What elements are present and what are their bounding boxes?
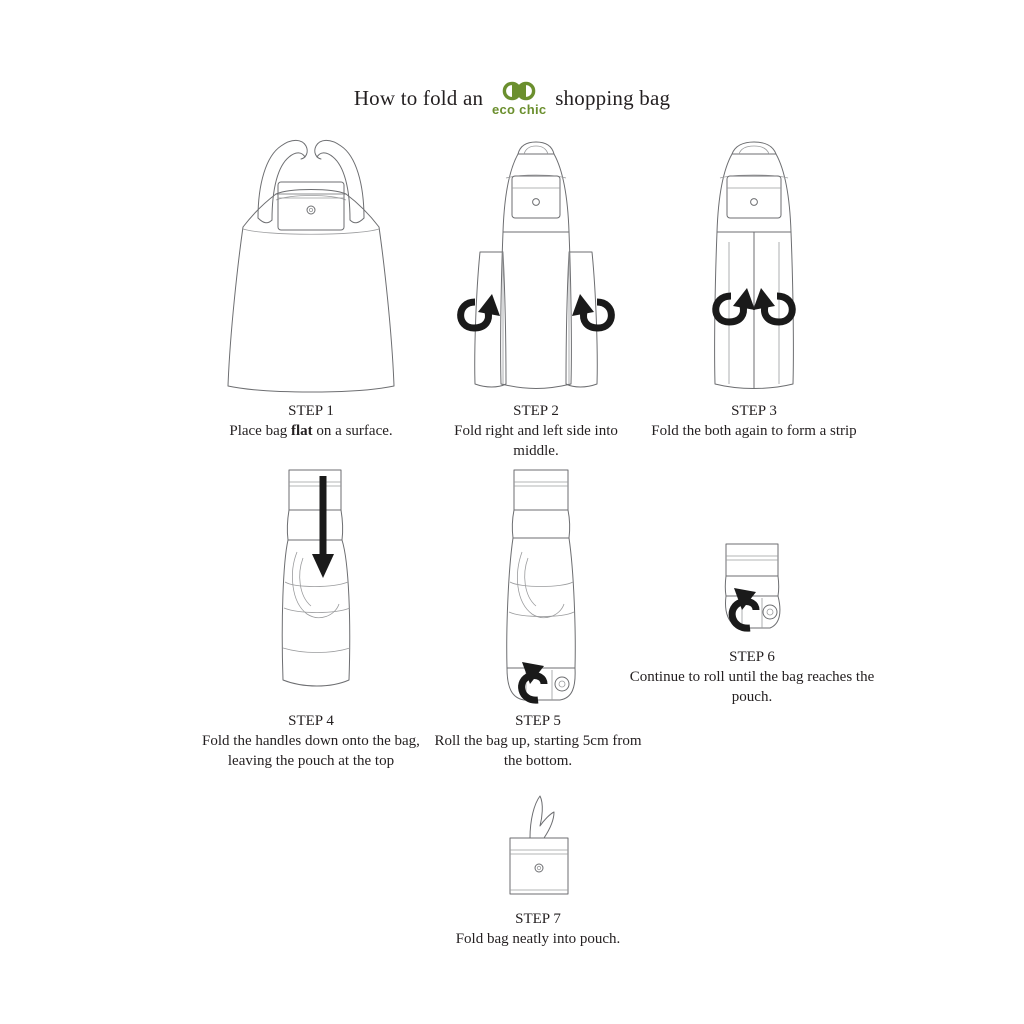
curl-arrow-right (753, 288, 792, 322)
title-text-before: How to fold an (353, 85, 484, 110)
brand-name: eco chic (491, 102, 547, 117)
step-6-caption (620, 648, 884, 708)
step-3-caption (648, 402, 860, 442)
step-4-caption (186, 712, 436, 772)
infinity-loop-icon (491, 80, 547, 102)
curl-arrow-left (461, 294, 500, 328)
step-1-description: Place bag flat on a surface. (229, 422, 393, 439)
step-4 (186, 462, 436, 772)
step-2 (430, 132, 642, 462)
step-5-illustration (448, 462, 628, 712)
step-7-illustration (478, 790, 598, 910)
step-3-illustration (669, 132, 839, 402)
step-7-caption (420, 910, 656, 950)
step-5-description: Roll the bag up, starting 5cm from the bottom. (434, 732, 642, 769)
step-1-label: STEP 1 (288, 403, 334, 419)
step-3 (648, 132, 860, 442)
step-2-caption (430, 402, 642, 462)
curl-arrow-right (572, 294, 611, 328)
step-4-label: STEP 4 (288, 713, 334, 729)
step-2-description: Fold right and left side into middle. (454, 422, 618, 459)
step-2-label: STEP 2 (513, 403, 559, 419)
step-6-illustration (692, 528, 812, 648)
step-2-illustration (446, 132, 626, 402)
up-curl-arrow (522, 662, 544, 700)
step-1-caption (186, 402, 436, 442)
brand-logo (491, 80, 547, 116)
step-6 (620, 528, 884, 708)
step-4-description: Fold the handles down onto the bag, leaving the pouch at the top (202, 732, 420, 769)
step-1-illustration (206, 132, 416, 402)
step-3-description: Fold the both again to form a strip (651, 422, 857, 439)
step-1 (186, 132, 436, 442)
down-arrow (312, 476, 334, 578)
page-title (0, 80, 1024, 116)
step-7 (420, 790, 656, 950)
step-7-description: Fold bag neatly into pouch. (455, 930, 621, 947)
step-6-description: Continue to roll until the bag reaches the pouch. (629, 668, 875, 705)
step-5-caption (432, 712, 644, 772)
curl-arrow-left (716, 288, 755, 322)
step-3-label: STEP 3 (731, 403, 777, 419)
step-5-label: STEP 5 (515, 713, 561, 729)
step-7-label: STEP 7 (515, 911, 561, 927)
step-5 (432, 462, 644, 772)
step-4-illustration (211, 462, 411, 712)
title-text-after: shopping bag (555, 85, 671, 110)
step-6-label: STEP 6 (729, 649, 775, 665)
up-curl-arrow (732, 588, 756, 628)
